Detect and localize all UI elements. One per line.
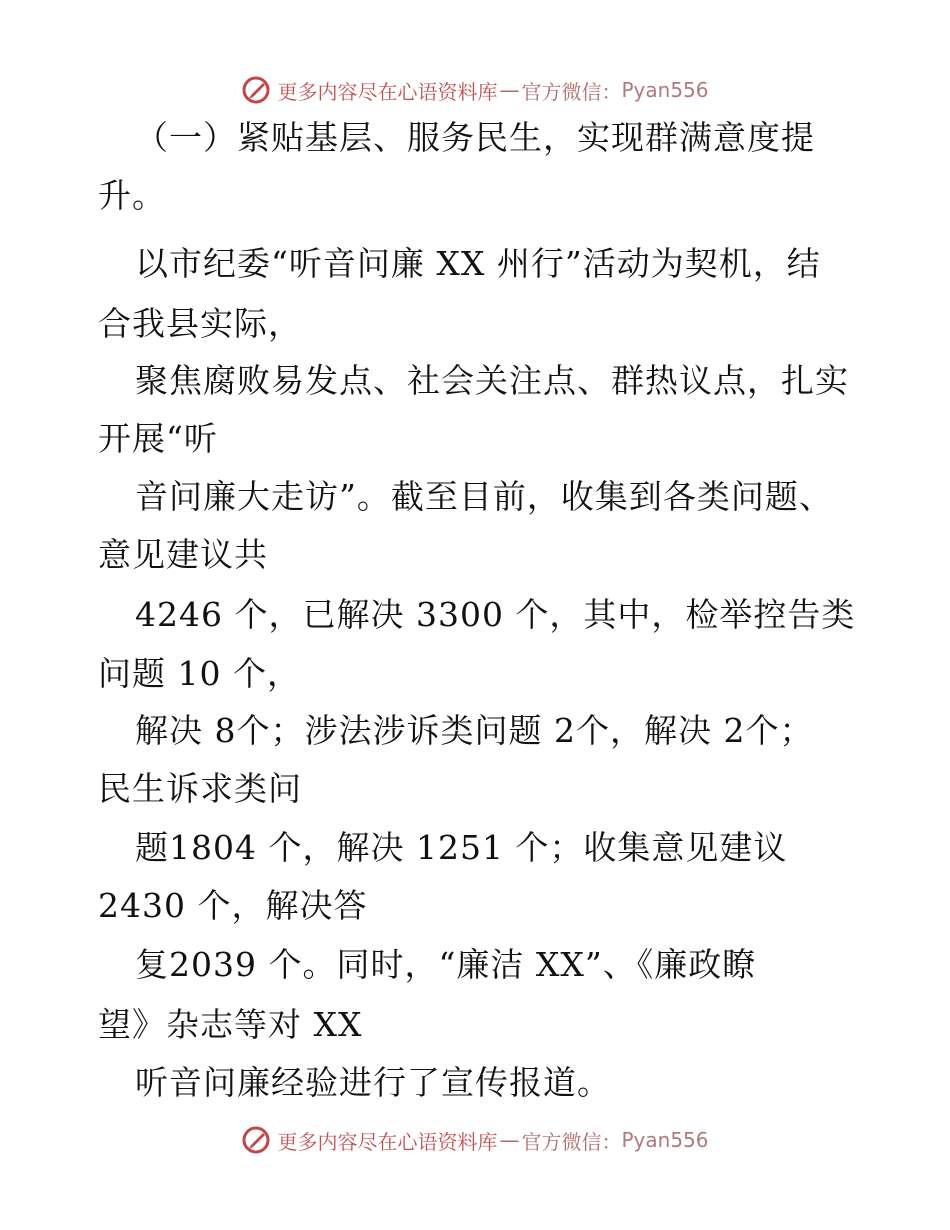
- wechat-label: 官方微信：: [521, 1129, 622, 1154]
- pen-logo-icon: [241, 1125, 271, 1155]
- text-line: 民生诉求类问: [98, 769, 302, 808]
- text-line: 复2039 个。同时，“廉洁 XX”、《廉政瞭: [135, 945, 757, 984]
- text-line: 听音问廉经验进行了宣传报道。: [135, 1063, 611, 1102]
- promo-text: 更多内容尽在心语资料库: [277, 1129, 498, 1154]
- text-line: 解决 8个；涉法涉诉类问题 2个，解决 2个；: [135, 711, 814, 750]
- text-line: 意见建议共: [98, 535, 268, 574]
- footer-watermark-banner: [0, 1120, 950, 1160]
- banner-separator: —: [499, 78, 520, 102]
- header-watermark-banner: [0, 70, 950, 110]
- text-line: 聚焦腐败易发点、社会关注点、群热议点，扎实: [135, 361, 849, 400]
- text-line: 题1804 个，解决 1251 个；收集意见建议: [135, 828, 788, 867]
- text-line: 望》杂志等对 XX: [98, 1005, 363, 1044]
- pen-logo-icon: [241, 75, 271, 105]
- promo-text: 更多内容尽在心语资料库: [277, 79, 498, 104]
- text-line: 问题 10 个，: [98, 654, 301, 693]
- text-line: 升。: [98, 176, 166, 215]
- text-line: 开展“听: [98, 419, 218, 458]
- wechat-id: Pyan556: [621, 78, 709, 102]
- text-line: （一）紧贴基层、服务民生，实现群满意度提: [135, 118, 815, 157]
- text-line: 2430 个，解决答: [98, 886, 368, 925]
- text-line: 音问廉大走访”。截至目前，收集到各类问题、: [135, 477, 833, 516]
- wechat-id: Pyan556: [621, 1128, 709, 1152]
- text-line: 4246 个，已解决 3300 个，其中，检举控告类: [135, 595, 856, 634]
- banner-separator: —: [499, 1128, 520, 1152]
- wechat-label: 官方微信：: [521, 79, 622, 104]
- text-line: 合我县实际，: [98, 304, 302, 343]
- text-line: 以市纪委“听音问廉 XX 州行”活动为契机，结: [135, 244, 821, 283]
